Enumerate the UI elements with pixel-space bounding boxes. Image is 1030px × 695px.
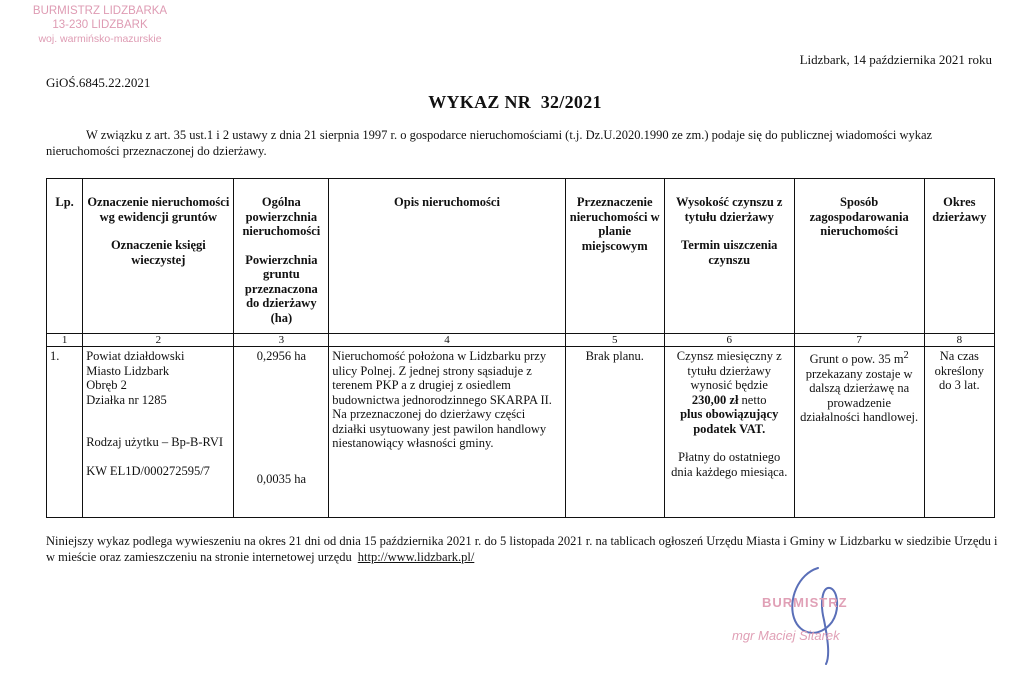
handwritten-signature bbox=[780, 560, 850, 670]
header-lp: Lp. bbox=[47, 179, 83, 334]
signatory-title: BURMISTRZ bbox=[762, 595, 848, 610]
column-number: 5 bbox=[565, 334, 664, 347]
cell-description bbox=[329, 347, 565, 518]
rent-payment-term: Płatny do ostatniego dnia każdego miesiąca. bbox=[671, 450, 788, 479]
rent-vat: plus obowiązujący podatek VAT. bbox=[680, 407, 779, 436]
place-and-date: Lidzbark, 14 października 2021 roku bbox=[799, 52, 992, 67]
stamp-line-2: 13-230 LIDZBARK bbox=[52, 19, 148, 31]
total-area-value: 0,2956 ha bbox=[256, 349, 306, 363]
column-number: 8 bbox=[924, 334, 994, 347]
rent-net: netto bbox=[741, 392, 767, 407]
header-description: Opis nieruchomości bbox=[329, 179, 565, 334]
column-number: 1 bbox=[47, 334, 83, 347]
column-number: 4 bbox=[329, 334, 565, 347]
column-number: 7 bbox=[794, 334, 924, 347]
stamp-line-1: BURMISTRZ LIDZBARKA bbox=[32, 5, 168, 17]
cell-period: Na czas określony do 3 lat. bbox=[924, 347, 994, 518]
table-header-row bbox=[47, 179, 995, 334]
use-area: Grunt o pow. 35 m bbox=[809, 352, 904, 367]
land-book-text: KW EL1D/000272595/7 bbox=[86, 463, 210, 478]
land-use-text: Rodzaj użytku – Bp-B-RVI bbox=[86, 435, 224, 449]
cell-lp: 1. bbox=[47, 347, 83, 518]
cell-zoning: Brak planu. bbox=[565, 347, 664, 518]
header-land-register-label: Oznaczenie nieruchomości wg ewidencji gruntów bbox=[87, 195, 230, 224]
website-link[interactable]: http://www.lidzbark.pl/ bbox=[357, 550, 475, 564]
header-area bbox=[234, 179, 329, 334]
column-number: 6 bbox=[664, 334, 794, 347]
column-number: 3 bbox=[234, 334, 329, 347]
header-period: Okres dzierżawy bbox=[924, 179, 994, 334]
description-location: Nieruchomość położona w Lidzbarku przy ulicy Polnej. Z jednej strony sąsiaduje z terenem PKP a z drugiej z osiedlem budownictwa jednorodzinnego SKARPA II. bbox=[332, 349, 552, 407]
description-pavilion: Na przeznaczonej do dzierżawy części działki usytuowany jest pawilon handlowy niestanowiący własności gminy. bbox=[332, 407, 547, 450]
publication-text: Niniejszy wykaz podlega wywieszeniu na okres 21 dni od dnia 15 października 2021 r. do 5 listopada 2021 r. na tablicach ogłoszeń Urzędu Miasta i Gminy w Lidzbarku w siedzibie Urzędu i w mieście oraz zamieszczeniu na stronie internetowej urzędu bbox=[46, 534, 998, 564]
precinct-text: Obręb 2 bbox=[86, 378, 127, 392]
cell-rent bbox=[664, 347, 794, 518]
document-title: WYKAZ NR 32/2021 bbox=[428, 92, 602, 112]
header-land-register bbox=[83, 179, 234, 334]
header-use: Sposób zagospodarowania nieruchomości bbox=[794, 179, 924, 334]
signatory-name: mgr Maciej Sitarek bbox=[732, 628, 840, 643]
header-payment-term-label: Termin uiszczenia czynszu bbox=[681, 238, 778, 267]
use-area-exponent: 2 bbox=[903, 350, 909, 361]
plot-text: Działka nr 1285 bbox=[86, 392, 167, 407]
county-text: Powiat działdowski bbox=[86, 349, 185, 363]
cell-land-register bbox=[83, 347, 234, 518]
lease-area-value: 0,0035 ha bbox=[256, 472, 306, 486]
header-total-area-label: Ogólna powierzchnia nieruchomości bbox=[242, 195, 321, 238]
property-list-table bbox=[46, 178, 995, 518]
header-rent bbox=[664, 179, 794, 334]
office-stamp bbox=[20, 4, 180, 46]
table-row bbox=[47, 347, 995, 518]
header-zoning: Przeznaczenie nieruchomości w planie miejscowym bbox=[565, 179, 664, 334]
rent-amount: 230,00 zł bbox=[691, 392, 739, 407]
header-lease-area-label: Powierzchnia gruntu przeznaczona do dzierżawy (ha) bbox=[244, 252, 318, 325]
town-text: Miasto Lidzbark bbox=[86, 363, 170, 378]
rent-description: Czynsz miesięczny z tytułu dzierżawy wynosić będzie bbox=[676, 349, 782, 392]
header-land-book-label: Oznaczenie księgi wieczystej bbox=[110, 238, 206, 267]
column-number-row bbox=[47, 334, 995, 347]
intro-paragraph: W związku z art. 35 ust.1 i 2 ustawy z dnia 21 sierpnia 1997 r. o gospodarce nieruchomościami (t.j. Dz.U.2020.1990 ze zm.) podaje się do publicznej wiadomości wykaz nieruchomości przeznaczonej do dzierżawy. bbox=[46, 128, 933, 158]
reference-number: GiOŚ.6845.22.2021 bbox=[46, 75, 151, 90]
stamp-line-3: woj. warmińsko-mazurskie bbox=[38, 33, 162, 45]
cell-area bbox=[234, 347, 329, 518]
column-number: 2 bbox=[83, 334, 234, 347]
header-rent-label: Wysokość czynszu z tytułu dzierżawy bbox=[675, 195, 783, 224]
publication-note bbox=[46, 533, 1006, 565]
cell-use bbox=[794, 347, 924, 518]
use-description: przekazany zostaje w dalszą dzierżawę na prowadzenie działalności handlowej. bbox=[800, 366, 919, 425]
